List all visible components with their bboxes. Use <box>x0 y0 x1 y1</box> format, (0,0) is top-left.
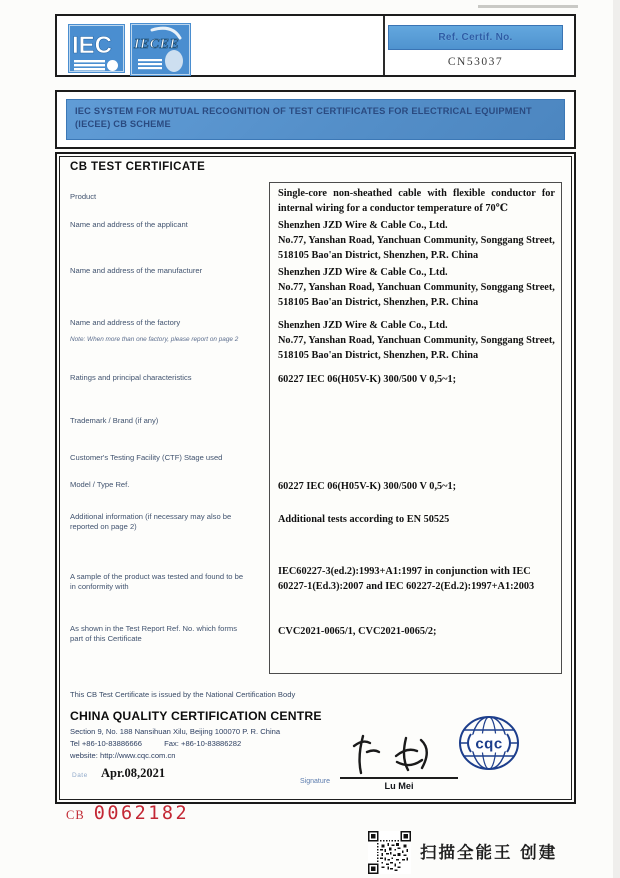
scan-artifact <box>613 0 620 878</box>
manufacturer-addr2: 518105 Bao'an District, Shenzhen, P.R. China <box>278 297 479 308</box>
cqc-logo-icon <box>457 714 521 772</box>
scheme-banner-line1: IEC SYSTEM FOR MUTUAL RECOGNITION OF TEST CERTIFICATES FOR ELECTRICAL EQUIPMENT <box>75 106 532 116</box>
factory-value <box>278 318 555 363</box>
product-label: Product <box>70 192 97 201</box>
manufacturer-label: Name and address of the manufacturer <box>70 266 203 275</box>
scheme-banner-line2: (IECEE) CB SCHEME <box>75 119 171 130</box>
test-report-label: As shown in the Test Report Ref. No. which forms part of this Certificate <box>70 624 237 644</box>
handwritten-signature-icon <box>333 730 453 775</box>
factory-name: Shenzhen JZD Wire & Cable Co., Ltd. <box>278 320 448 331</box>
iec-logo-icon <box>68 24 125 73</box>
factory-note: Note: When more than one factory, please report on page 2 <box>70 336 239 343</box>
trademark-label: Trademark / Brand (if any) <box>70 416 159 425</box>
ratings-label: Ratings and principal characteristics <box>70 373 192 382</box>
certificate-body-box <box>55 152 576 804</box>
iecee-logo-text: IECEE <box>134 37 180 52</box>
applicant-addr2: 518105 Bao'an District, Shenzhen, P.R. China <box>278 250 479 261</box>
certificate-title: CB TEST CERTIFICATE <box>70 161 206 173</box>
date-value: Apr.08,2021 <box>101 766 166 780</box>
applicant-addr1: No.77, Yanshan Road, Yanchuan Community, Songgang Street, <box>278 235 555 246</box>
applicant-name: Shenzhen JZD Wire & Cable Co., Ltd. <box>278 220 448 231</box>
conformity-value: IEC60227-3(ed.2):1993+A1:1997 in conjunction with IEC 60227-1(Ed.3):2007 and IEC 60227-2(Ed.2):1997+A1:2003 <box>278 566 535 592</box>
scanner-app-note: 扫描全能王 创建 <box>420 843 558 862</box>
applicant-value <box>278 218 555 263</box>
product-value: Single-core non-sheathed cable with flexible conductor for internal wiring for a conductor temperature of 70℃ <box>278 188 555 214</box>
tel-value: Tel +86-10-83886666 <box>70 739 142 748</box>
manufacturer-addr1: No.77, Yanshan Road, Yanchuan Community, Songgang Street, <box>278 282 555 293</box>
factory-addr2: 518105 Bao'an District, Shenzhen, P.R. China <box>278 350 479 361</box>
ref-certif-no-label: Ref. Certif. No. <box>388 25 563 50</box>
signature-line <box>340 777 458 779</box>
factory-label: Name and address of the factory <box>70 318 181 327</box>
header-box <box>55 14 576 77</box>
factory-addr1: No.77, Yanshan Road, Yanchuan Community, Songgang Street, <box>278 335 555 346</box>
certification-body-name: CHINA QUALITY CERTIFICATION CENTRE <box>70 709 322 723</box>
additional-info-label: Additional information (if necessary may also be reported on page 2) <box>70 512 232 532</box>
tel-fax-line <box>70 739 241 748</box>
scan-artifact <box>478 5 578 8</box>
certification-body-address: Section 9, No. 188 Nansihuan Xilu, Beijing 100070 P. R. China <box>70 727 281 736</box>
applicant-label: Name and address of the applicant <box>70 220 188 229</box>
qr-code-icon <box>368 831 411 874</box>
manufacturer-name: Shenzhen JZD Wire & Cable Co., Ltd. <box>278 267 448 278</box>
iecee-logo-icon <box>130 23 191 76</box>
additional-info-value: Additional tests according to EN 50525 <box>278 514 450 525</box>
website-line: website: http://www.cqc.com.cn <box>70 751 176 760</box>
ratings-value: 60227 IEC 06(H05V-K) 300/500 V 0,5~1; <box>278 374 457 385</box>
conformity-label: A sample of the product was tested and found to be in conformity with <box>70 572 244 592</box>
scheme-banner <box>66 99 565 140</box>
cb-prefix: CB <box>66 808 85 822</box>
issued-by-statement: This CB Test Certificate is issued by the National Certification Body <box>70 690 296 699</box>
fax-value: Fax: +86-10-83886282 <box>164 739 242 748</box>
model-label: Model / Type Ref. <box>70 480 130 489</box>
ref-certif-no-value: CN53037 <box>447 56 504 68</box>
ctf-label: Customer's Testing Facility (CTF) Stage used <box>70 453 223 462</box>
signature-label: Signature <box>300 778 330 785</box>
model-value: 60227 IEC 06(H05V-K) 300/500 V 0,5~1; <box>278 481 457 492</box>
manufacturer-value <box>278 265 555 310</box>
signatory-name: Lu Mei <box>384 781 414 791</box>
cb-number: 0062182 <box>93 803 190 824</box>
scheme-banner-box <box>55 90 576 149</box>
date-label: Date <box>72 772 88 779</box>
values-box <box>269 182 562 674</box>
cb-certificate-number <box>66 803 189 824</box>
cqc-logo-text: cqc <box>475 735 503 753</box>
test-report-value: CVC2021-0065/1, CVC2021-0065/2; <box>278 626 437 637</box>
iec-logo-text: IEC <box>72 32 113 59</box>
